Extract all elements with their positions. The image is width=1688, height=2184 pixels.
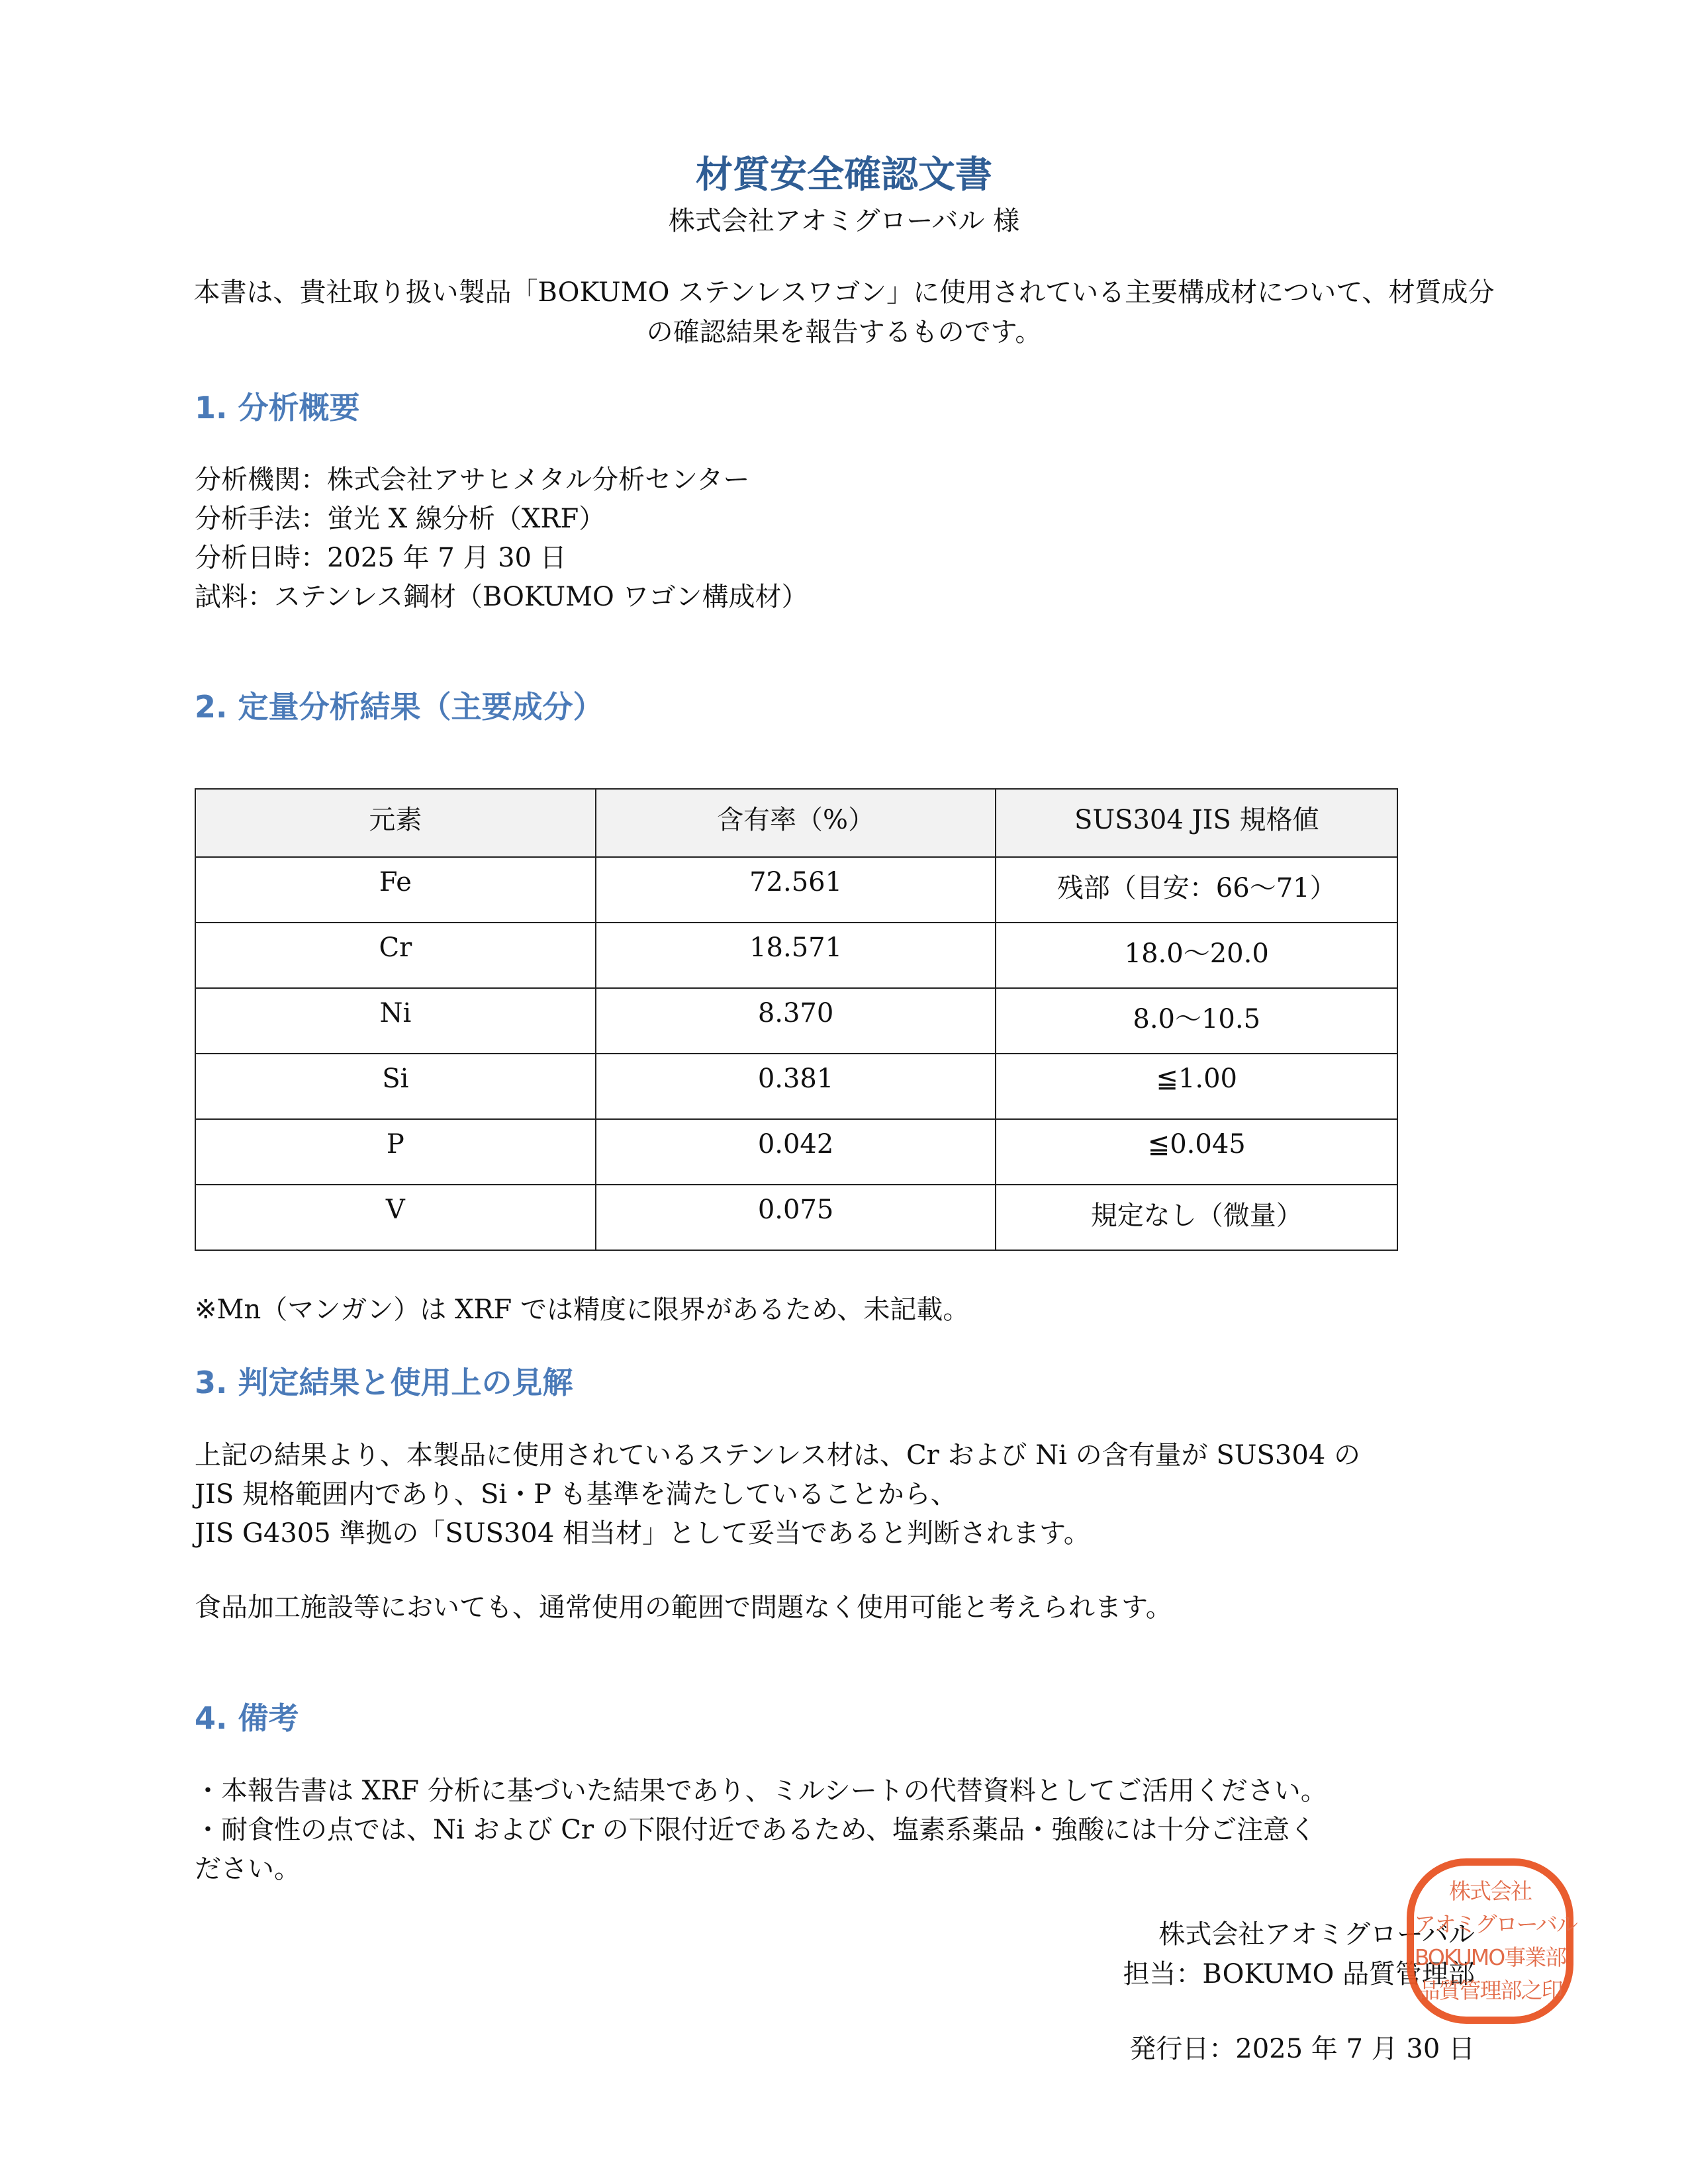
stamp-line: 品質管理部之印 — [1418, 1978, 1562, 2003]
column-header: SUS304 JIS 規格値 — [996, 789, 1397, 857]
company-seal-stamp — [1407, 1858, 1577, 2024]
stamp-line: アオミグローバル — [1414, 1911, 1577, 1937]
stamp-line: 株式会社 — [1449, 1878, 1531, 1904]
column-header: 元素 — [195, 789, 596, 857]
analysis-date: 分析日時：2025 年 7 月 30 日 — [195, 543, 567, 573]
standard-cell: 18.0～20.0 — [996, 923, 1397, 988]
element-cell: Ni — [195, 988, 596, 1054]
table-row — [195, 1119, 1397, 1185]
table-row — [195, 988, 1397, 1054]
usage-paragraph: 食品加工施設等においても、通常使用の範囲で問題なく使用可能と考えられます。 — [195, 1592, 1172, 1623]
column-header: 含有率（%） — [596, 789, 996, 857]
issue-date: 発行日：2025 年 7 月 30 日 — [1129, 2034, 1475, 2064]
standard-cell: 8.0～10.5 — [996, 988, 1397, 1054]
analysis-sample: 試料：ステンレス鋼材（BOKUMO ワゴン構成材） — [195, 582, 808, 612]
judgement-line: JIS G4305 準拠の「SUS304 相当材」として妥当であると判断されます。 — [195, 1518, 1090, 1549]
content-cell: 0.381 — [596, 1054, 996, 1119]
section1-heading: 1. 分析概要 — [195, 390, 360, 426]
intro-paragraph: 本書は、貴社取り扱い製品「BOKUMO ステンレスワゴン」に使用されている主要構成材について、材質成分の確認結果を報告するものです。 — [193, 277, 1495, 347]
analysis-method: 分析手法：蛍光 X 線分析（XRF） — [195, 504, 606, 534]
table-row — [195, 857, 1397, 923]
content-cell: 0.042 — [596, 1119, 996, 1185]
section4-heading: 4. 備考 — [195, 1700, 299, 1736]
analysis-overview — [195, 461, 808, 617]
section2-heading: 2. 定量分析結果（主要成分） — [195, 689, 604, 725]
addressee: 株式会社アオミグローバル 様 — [668, 206, 1020, 236]
remarks — [195, 1772, 1327, 1889]
standard-cell: ≦0.045 — [996, 1119, 1397, 1185]
remark-line: ・本報告書は XRF 分析に基づいた結果であり、ミルシートの代替資料としてご活用ください。 — [195, 1776, 1327, 1806]
stamp-line: BOKUMO事業部 — [1414, 1944, 1566, 1970]
composition-table — [195, 788, 1398, 1251]
content-cell: 8.370 — [596, 988, 996, 1054]
analysis-lab: 分析機関：株式会社アサヒメタル分析センター — [195, 465, 750, 495]
element-cell: Cr — [195, 923, 596, 988]
table-note: ※Mn（マンガン）は XRF では精度に限界があるため、未記載。 — [195, 1295, 970, 1325]
table-row — [195, 1185, 1397, 1250]
section3-heading: 3. 判定結果と使用上の見解 — [195, 1365, 573, 1400]
remark-line: ・耐食性の点では、Ni および Cr の下限付近であるため、塩素系薬品・強酸には十分ご注意く — [195, 1815, 1317, 1845]
judgement-line: 上記の結果より、本製品に使用されているステンレス材は、Cr および Ni の含有量が SUS304 の — [195, 1440, 1360, 1471]
signature-contact: 担当：BOKUMO 品質管理部 — [1123, 1959, 1475, 1989]
element-cell: P — [195, 1119, 596, 1185]
element-cell: Fe — [195, 857, 596, 923]
document-title: 材質安全確認文書 — [696, 154, 992, 197]
element-cell: Si — [195, 1054, 596, 1119]
standard-cell: 規定なし（微量） — [996, 1185, 1397, 1250]
judgement-line: JIS 規格範囲内であり、Si・P も基準を満たしていることから、 — [195, 1479, 957, 1510]
remark-line: ださい。 — [195, 1854, 301, 1884]
content-cell: 0.075 — [596, 1185, 996, 1250]
standard-cell: ≦1.00 — [996, 1054, 1397, 1119]
element-cell: V — [195, 1185, 596, 1250]
table-row — [195, 923, 1397, 988]
content-cell: 18.571 — [596, 923, 996, 988]
standard-cell: 残部（目安：66～71） — [996, 857, 1397, 923]
content-cell: 72.561 — [596, 857, 996, 923]
table-header-row — [195, 789, 1397, 857]
table-row — [195, 1054, 1397, 1119]
signature-company: 株式会社アオミグローバル — [1158, 1919, 1475, 1950]
judgement-paragraph — [195, 1436, 1360, 1553]
